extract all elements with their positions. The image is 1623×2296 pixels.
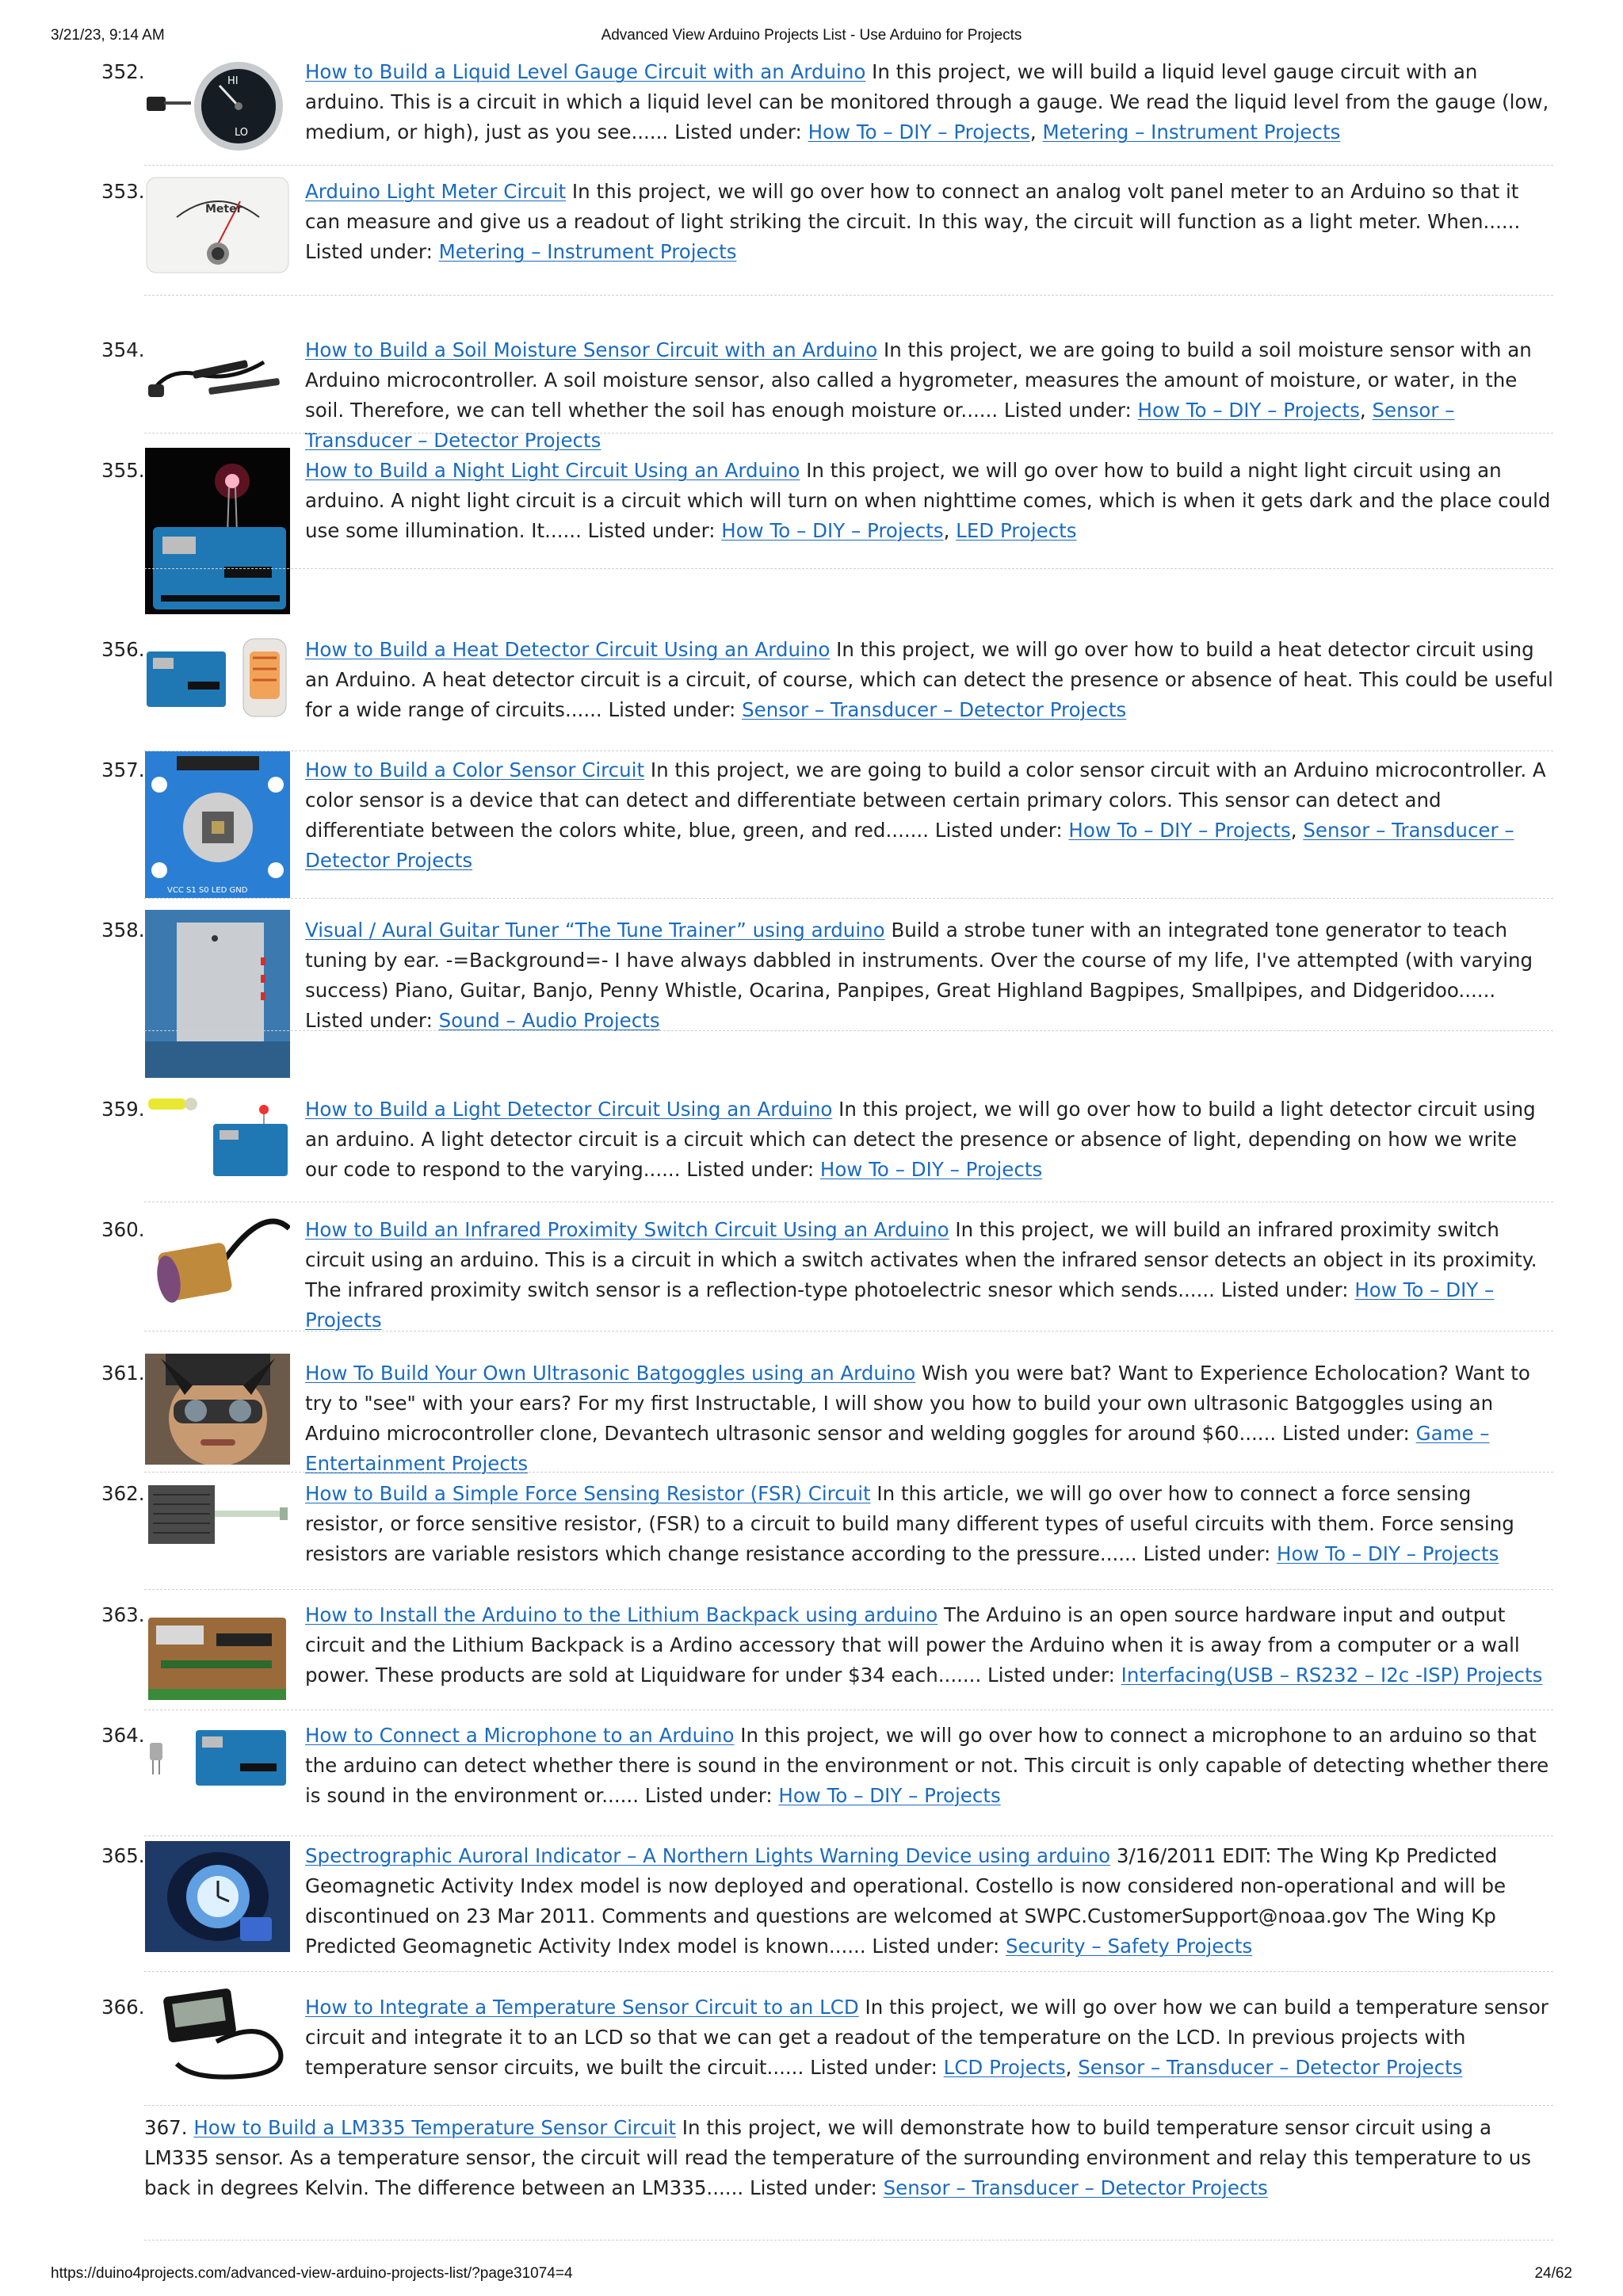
svg-text:VCC S1 S0 LED GND: VCC S1 S0 LED GND [167,886,248,895]
entry-body [305,755,1553,876]
entry-divider [144,295,1553,296]
category-link[interactable]: How To – DIY – Projects [1277,1542,1499,1565]
entry-excerpt: In this project, we are going to build a soil moisture sensor with an Arduino microcontroller. A soil moisture sensor, also called a hygrometer, measures the amount of moisture, or water, in the soil. Therefore, we can tell whether the soil has enough moisture or...... [305,338,1532,422]
category-link[interactable]: How To – DIY – Projects [1068,819,1291,842]
print-datetime: 3/21/23, 9:14 AM [51,27,165,44]
entry-number: 366. [101,1996,145,2019]
entry-body [305,1721,1553,1811]
auroral-indicator-clock-photo[interactable] [145,1841,290,1952]
entry-excerpt: In this project, we will go over how to connect a microphone to an arduino so that the arduino can detect whether there is sound in the environment or not. This circuit is only capable of detecting whether there is sound in the environment or...... [305,1724,1549,1807]
category-link[interactable]: Interfacing(USB – RS232 – I2c -ISP) Projects [1121,1664,1543,1687]
category-link[interactable]: Sensor – Transducer – Detector Projects [883,2176,1268,2199]
entry-title-link[interactable]: How to Build a LM335 Temperature Sensor Circuit [193,2116,677,2139]
print-header [51,27,1572,51]
category-link[interactable]: How To – DIY – Projects [305,1278,1495,1331]
listed-under-label: Listed under: [810,2056,944,2079]
entry-body [305,1600,1553,1690]
entry-number: 363. [101,1603,145,1626]
listed-under-label: Listed under: [1281,1422,1416,1445]
category-link[interactable]: How To – DIY – Projects [808,120,1030,143]
entry-title-link[interactable]: How to Build a Liquid Level Gauge Circuit with an Arduino [305,60,866,83]
entry-divider [144,433,1553,434]
lithium-backpack-photo[interactable] [145,1597,290,1708]
entry-body [305,1479,1553,1569]
listed-under-label: Listed under: [674,120,808,143]
entry-number: 352. [101,60,145,83]
category-separator: , [1290,819,1304,842]
entry-body [305,1841,1553,1962]
entry-divider [144,2105,1553,2106]
category-separator: , [1029,120,1043,143]
microphone-arduino-photo[interactable] [145,1722,290,1790]
entry-title-link[interactable]: Arduino Light Meter Circuit [305,180,567,203]
entry-title-link[interactable]: How to Build a Soil Moisture Sensor Circuit with an Arduino [305,338,878,361]
entry-number: 367. [144,2116,194,2139]
entry-excerpt: In this project, we will build an infrared proximity switch circuit using an arduino. This is a circuit in which a switch activates when the infrared sensor detects an object in its proximity. The infrared proximity switch sensor is a reflection-type photoelectric snesor which sends...... [305,1218,1537,1301]
entry-title-link[interactable]: How to Integrate a Temperature Sensor Circuit to an LCD [305,1996,859,2019]
entry-body [305,1992,1553,2083]
listed-under-label: Listed under: [644,1784,779,1807]
entry-number: 362. [101,1482,145,1505]
entry-excerpt: In this project, we will go over how to build a heat detector circuit using an Arduino. A heat detector circuit is a circuit, of course, which can detect the presence or absence of heat. This could be useful for a wide range of circuits...... [305,638,1553,721]
entry-body [305,1215,1553,1335]
entry-title-link[interactable]: How to Build a Heat Detector Circuit Using an Arduino [305,638,831,661]
category-link[interactable]: Sound – Audio Projects [438,1009,660,1032]
entry-number: 355. [101,459,145,482]
entry-body [305,456,1553,546]
entry-title-link[interactable]: How to Connect a Microphone to an Arduino [305,1724,735,1747]
panel-meter-photo[interactable] [145,176,290,274]
entry-excerpt: In this project, we will demonstrate how to build temperature sensor circuit using a LM335 sensor. As a temperature sensor, the circuit will read the temperature of the surrounding environment and relay this temperature to us back in degrees Kelvin. The difference between an LM335...... [144,2116,1532,2199]
entry-divider [144,165,1553,166]
print-url: https://duino4projects.com/advanced-view-arduino-projects-list/?page31074=4 [51,2265,573,2282]
listed-under-label: Listed under: [587,519,722,542]
category-link[interactable]: Metering – Instrument Projects [438,240,737,263]
entry-number: 354. [101,338,145,361]
category-link[interactable]: Metering – Instrument Projects [1042,120,1341,143]
entry-divider [144,2240,1553,2241]
listed-under-label: Listed under: [1143,1542,1277,1565]
entry-divider [144,1030,1553,1031]
entry-divider [144,1589,1553,1590]
category-link[interactable]: Sensor – Transducer – Detector Projects [305,399,1455,452]
category-link[interactable]: LCD Projects [943,2056,1066,2079]
category-link[interactable]: Sensor – Transducer – Detector Projects [305,819,1514,872]
entry-excerpt: In this project, we will go over how to build a night light circuit using an arduino. A night light circuit is a circuit which will turn on when nighttime comes, which is when it gets dark and the place could use some illumination. It...... [305,459,1551,542]
entry-body [305,1358,1553,1479]
lcd-thermometer-photo[interactable] [145,1986,290,2084]
entry-body [305,57,1553,147]
entry-title-link[interactable]: How to Install the Arduino to the Lithium Backpack using arduino [305,1603,938,1626]
entry-number: 365. [101,1844,145,1867]
entry-body [305,635,1553,725]
listed-under-label: Listed under: [1220,1278,1355,1301]
entry-number: 357. [101,758,145,781]
category-link[interactable]: LED Projects [956,519,1077,542]
category-link[interactable]: Sensor – Transducer – Detector Projects [742,698,1127,721]
entry-title-link[interactable]: How to Build a Color Sensor Circuit [305,758,645,781]
category-link[interactable]: How To – DIY – Projects [1137,399,1360,422]
entry-excerpt: In this project, we will go over how to build a light detector circuit using an arduino. A light detector circuit is a circuit which can detect the presence or absence of light, depending on how we write our code to respond to the varying...... [305,1098,1536,1181]
category-link[interactable]: How To – DIY – Projects [819,1158,1043,1181]
light-detector-photo[interactable] [145,1092,290,1181]
entry-excerpt: In this project, we will go over how we can build a temperature sensor circuit and integrate it to an LCD so that we can get a readout of the temperature on the LCD. In previous projects with temperature sensor circuits, we built the circuit...... [305,1996,1549,2079]
category-link[interactable]: Security – Safety Projects [1006,1935,1253,1958]
entry-excerpt: The Arduino is an open source hardware input and output circuit and the Lithium Backpack is a Ardino accessory that will power the Arduino when it is away from a computer or a wall power. These products are sold at Liquidware for under $34 each....... [305,1603,1520,1687]
batgoggles-photo[interactable] [145,1354,290,1465]
guitar-tuner-box-photo[interactable] [145,910,290,1078]
svg-text:LO: LO [235,127,249,139]
liquid-level-gauge-photo[interactable] [145,57,290,155]
entry-excerpt: In this project, we are going to build a color sensor circuit with an Arduino microcontroller. A color sensor is a device that can detect and differentiate between certain primary colors. This sensor can detect and differentiate between the colors white, blue, green, and red....... [305,758,1546,842]
color-sensor-board-photo[interactable] [145,751,290,898]
force-sensor-photo[interactable] [145,1479,290,1549]
listed-under-label: Listed under: [749,2176,884,2199]
entry-excerpt: Wish you were bat? Want to Experience Echolocation? Want to try to "see" with your ears? For my first Instructable, I will show you how to build your own ultrasonic Batgoggles using an Arduino microcontroller clone, Devantech ultrasonic sensor and welding goggles for around $60...... [305,1362,1530,1445]
category-separator: , [1065,2056,1079,2079]
entry-excerpt: In this project, we will go over how to connect an analog volt panel meter to an Arduino so that it can measure and give us a readout of light striking the circuit. In this way, the circuit will function as a light meter. When...... [305,180,1521,233]
category-separator: , [943,519,957,542]
soil-moisture-probe-photo[interactable] [145,335,290,410]
entry-title-link[interactable]: Spectrographic Auroral Indicator – A Northern Lights Warning Device using arduino [305,1844,1111,1867]
entry-body [144,2113,1553,2203]
entry-excerpt: In this article, we will go over how to connect a force sensing resistor, or force sensitive resistor, (FSR) to a circuit to build many different types of useful circuits with them. Force sensing resistors are variable resistors which change resistance according to the pressure...... [305,1482,1514,1565]
category-link[interactable]: How To – DIY – Projects [778,1784,1001,1807]
entry-number: 356. [101,638,145,661]
page-counter: 24/62 [1534,2265,1572,2282]
svg-text:HI: HI [227,75,239,87]
entry-number: 364. [101,1724,145,1747]
category-link[interactable]: How To – DIY – Projects [721,519,944,542]
listed-under-label: Listed under: [305,240,439,263]
print-footer [51,2265,1572,2289]
night-light-arduino-photo[interactable] [145,448,290,614]
listed-under-label: Listed under: [987,1664,1121,1687]
entry-divider [144,898,1553,899]
entry-divider [144,1472,1553,1473]
entry-body [305,1095,1553,1185]
svg-text:Meter: Meter [205,203,242,216]
entry-excerpt: 3/16/2011 EDIT: The Wing Kp Predicted Geomagnetic Activity Index model is now deployed and operational. Costello is now considered non-operational and will be discontinued on 23 Mar 2011. Comments and questions are welcomed at SWPC.CustomerSupport@noaa.gov The Wing Kp Predicted Geomagnetic Activity Index model is known...... [305,1844,1507,1958]
entry-number: 358. [101,919,145,942]
entry-number: 361. [101,1362,145,1385]
listed-under-label: Listed under: [1003,399,1138,422]
entry-title-link[interactable]: How to Build a Night Light Circuit Using an Arduino [305,459,800,482]
listed-under-label: Listed under: [305,1009,439,1032]
listed-under-label: Listed under: [934,819,1069,842]
print-page-title: Advanced View Arduino Projects List - Use Arduino for Projects [601,27,1022,44]
entry-divider [144,1971,1553,1972]
entry-divider [144,1201,1553,1202]
infrared-sensor-photo[interactable] [145,1213,290,1311]
listed-under-label: Listed under: [686,1158,820,1181]
entry-excerpt: In this project, we will build a liquid level gauge circuit with an arduino. This is a circuit in which a liquid level can be monitored through a gauge. We read the liquid level from the gauge (low, medium, or high), just as you see...... [305,60,1549,143]
entry-title-link[interactable]: How to Build an Infrared Proximity Switch Circuit Using an Arduino [305,1218,949,1241]
category-link[interactable]: Game – Entertainment Projects [305,1422,1490,1475]
entry-number: 359. [101,1098,145,1121]
entry-number: 353. [101,180,145,203]
entry-title-link[interactable]: How to Build a Simple Force Sensing Resistor (FSR) Circuit [305,1482,871,1505]
heat-detector-photo[interactable] [145,634,290,721]
entry-title-link[interactable]: How to Build a Light Detector Circuit Using an Arduino [305,1098,833,1121]
entry-title-link[interactable]: Visual / Aural Guitar Tuner “The Tune Trainer” using arduino [305,919,885,942]
entry-number: 360. [101,1218,145,1241]
entry-divider [144,568,1553,569]
listed-under-label: Listed under: [608,698,743,721]
category-link[interactable]: Sensor – Transducer – Detector Projects [1078,2056,1463,2079]
category-separator: , [1359,399,1373,422]
entry-body [305,335,1553,456]
listed-under-label: Listed under: [872,1935,1006,1958]
entry-body [305,177,1553,267]
entry-title-link[interactable]: How To Build Your Own Ultrasonic Batgoggles using an Arduino [305,1362,916,1385]
entry-body [305,915,1553,1036]
entry-excerpt: Build a strobe tuner with an integrated tone generator to teach tuning by ear. -=Background=- I have always dabbled in instruments. Over the course of my life, I've attempted (with varying success) Piano, Guitar, Banjo, Penny Whistle, Ocarina, Panpipes, Great Highland Bagpipes, Smallpipes, and Didgeridoo...... [305,919,1533,1002]
